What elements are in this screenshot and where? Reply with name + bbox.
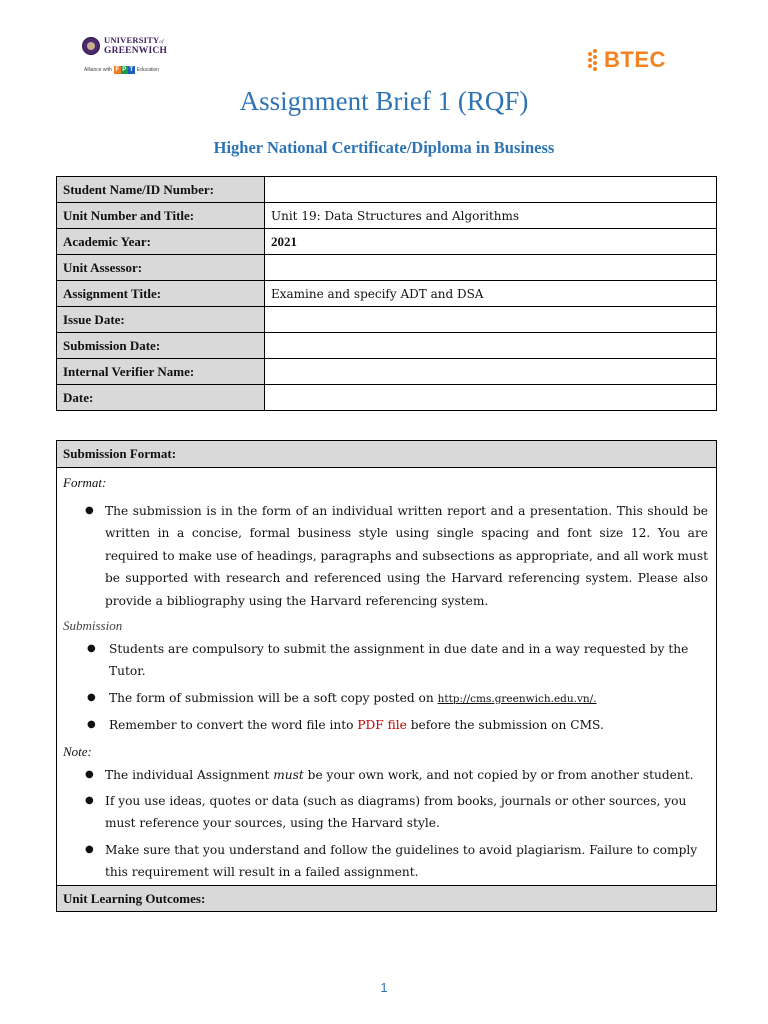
bullet-icon: ● [85,795,94,807]
list-item [87,714,708,736]
alliance-line [84,66,182,74]
assignment-info-table [56,176,717,411]
submission-item-text: Remember to convert the word file into [109,718,358,733]
note-item-text: The individual Assignment [105,767,274,782]
alliance-suffix: Education [136,67,160,73]
row-label: Academic Year: [57,229,265,255]
format-list [57,500,716,612]
row-value [265,177,717,203]
note-emphasis: must [273,767,304,782]
table-row [57,385,717,411]
note-list [57,764,716,884]
alliance-prefix: Alliance with [84,67,112,73]
row-label: Assignment Title: [57,281,265,307]
list-item [87,687,708,710]
row-label: Submission Date: [57,333,265,359]
list-item [85,839,708,884]
note-item-text: If you use ideas, quotes or data (such as diagrams) from books, journals or other sources, you must reference your sources, using the Harvard style. [105,794,687,831]
fpt-logo-icon [114,66,135,74]
row-value [265,333,717,359]
logo-university-text: UNIVERSITY [104,35,160,45]
row-label: Internal Verifier Name: [57,359,265,385]
logo-of-text: of [159,40,164,45]
row-label: Student Name/ID Number: [57,177,265,203]
format-label: Format: [63,475,107,490]
list-item [85,764,708,786]
list-item [85,790,708,835]
submission-item-text: before the submission on CMS. [406,718,604,733]
fpt-letter-f: F [115,67,120,73]
unit-learning-outcomes-header: Unit Learning Outcomes: [57,885,716,911]
table-row [57,307,717,333]
page-title: Assignment Brief 1 (RQF) [239,86,529,116]
submission-item-text: Students are compulsory to submit the assignment in due date and in a way requested by the Tutor. [109,642,689,679]
row-value [265,385,717,411]
row-label: Unit Assessor: [57,255,265,281]
btec-text: BTEC [604,47,666,72]
row-label: Date: [57,385,265,411]
btec-logo [588,44,666,76]
row-value [265,255,717,281]
university-crest-icon [82,37,100,55]
table-row [57,229,717,255]
cms-link[interactable]: http://cms.greenwich.edu.vn/. [437,692,597,705]
submission-format-header: Submission Format: [57,441,716,468]
row-value: Examine and specify ADT and DSA [265,281,717,307]
row-value: Unit 19: Data Structures and Algorithms [265,203,717,229]
submission-label: Submission [63,618,123,634]
bullet-icon: ● [87,691,96,703]
table-row [57,281,717,307]
bullet-icon: ● [85,843,94,855]
pdf-file-highlight: PDF file [357,718,407,733]
submission-format-box [56,440,717,912]
row-value [265,307,717,333]
fpt-letter-t: T [129,67,134,73]
row-label: Unit Number and Title: [57,203,265,229]
row-value: 2021 [265,229,717,255]
note-label: Note: [63,743,92,759]
list-item [87,638,708,683]
table-row [57,177,717,203]
row-label: Issue Date: [57,307,265,333]
note-item-text: be your own work, and not copied by or from another student. [303,767,694,782]
btec-dots-icon [588,49,602,71]
table-row [57,359,717,385]
submission-list [57,638,716,737]
logo-greenwich-text: GREENWICH [104,46,168,56]
fpt-letter-p: P [122,67,127,73]
table-row [57,203,717,229]
table-row [57,333,717,359]
page-number: 1 [380,980,388,995]
table-row [57,255,717,281]
bullet-icon: ● [87,643,96,655]
format-item-text: The submission is in the form of an individual written report and a presentation. This should be written in a concise, formal business style using single spacing and font size 12. You are required to make use of headings, paragraphs and subsections as appropriate, and all work must be supported with research and referenced using the Harvard referencing system. Please also provide a bibliography using the Harvard referencing system. [105,504,708,608]
submission-item-text: The form of submission will be a soft copy posted on [109,690,438,705]
list-item [85,500,708,612]
page-subtitle: Higher National Certificate/Diploma in Business [213,138,555,157]
bullet-icon: ● [85,768,94,780]
bullet-icon: ● [85,505,94,516]
note-item-text: Make sure that you understand and follow the guidelines to avoid plagiarism. Failure to comply this requirement will result in a failed assignment. [105,842,698,880]
university-of-greenwich-logo [82,36,182,82]
bullet-icon: ● [87,719,96,731]
row-value [265,359,717,385]
